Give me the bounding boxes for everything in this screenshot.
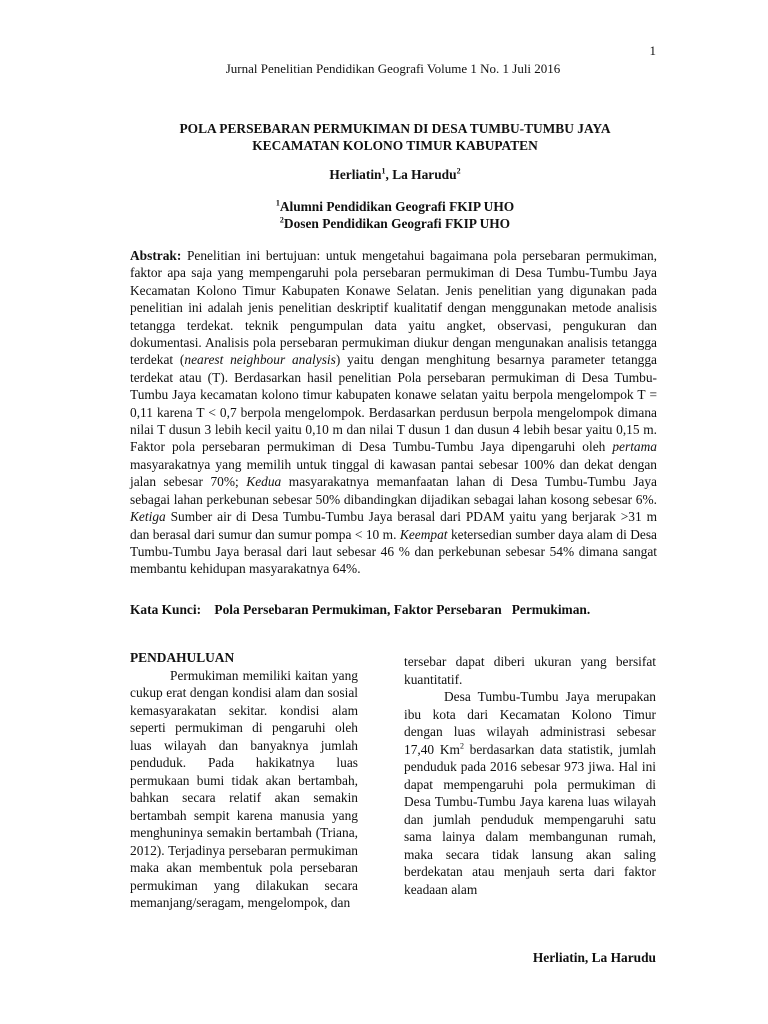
footer-authors: Herliatin, La Harudu	[532, 950, 656, 965]
intro-paragraph-2-text-b: berdasarkan data statistik, jumlah penduduk pada 2016 sebesar 973 jiwa. Hal ini dapat mempengaruhi pola permukiman di Desa Tumbu-Tumbu Jaya karena luas wilayah dan jumlah penduduk mempengaruhi satu sama lainya dalam membangunan rumah, maka secara tidak lansung akan saling berdekatan atau menjauh serta dari faktor keadaan alam	[404, 741, 656, 897]
author-2: La Harudu	[392, 167, 457, 182]
affiliations	[100, 198, 690, 232]
intro-paragraph-1: Permukiman memiliki kaitan yang cukup erat dengan kondisi alam dan sosial kemasyarakatan sekitar. kondisi alam seperti permukiman di pengaruhi oleh luas wilayah dan banyaknya jumlah penduduk. Pada hakikatnya luas permukaan bumi tidak akan bertambah, bahkan secara relatif akan semakin bertambah sempit karena manusia yang menghuninya semakin bertambah (Triana, 2012). Terjadinya persebaran permukiman maka akan membentuk pola persebaran permukiman yang dilakukan secara memanjang/seragam, mengelompok, dan	[130, 667, 358, 910]
page-number: 1	[649, 43, 656, 58]
affiliation-1-marker: 1	[275, 198, 280, 208]
abstract-text-4: masyarakatnya memanfaatan lahan di Desa Tumbu-Tumbu Jaya sebagai lahan perkebunan sebesar 50% dibandingkan dijadikan sebagai lahan kosong sebesar 6%.	[130, 474, 658, 507]
author-2-marker: 2	[456, 166, 461, 176]
intro-paragraph-continued: tersebar dapat diberi ukuran yang bersifat kuantitatif.	[404, 654, 656, 687]
abstract-text-5: Sumber air di Desa Tumbu-Tumbu Jaya berasal dari PDAM yaitu yang berjarak >31 m dan berasal dari sumur dan sumur pompa < 10 m.	[130, 509, 657, 542]
affiliation-1-text: Alumni Pendidikan Geografi FKIP UHO	[279, 199, 515, 214]
abstract-emph-2: Kedua	[246, 474, 282, 490]
area-unit-superscript: 2	[459, 741, 464, 751]
abstract-emph-3: Ketiga	[130, 509, 166, 525]
title-line-1: POLA PERSEBARAN PERMUKIMAN DI DESA TUMBU-TUMBU JAYA	[179, 121, 611, 136]
paper-title	[100, 120, 690, 154]
abstract-text-2: ) yaitu dengan menghitung besarnya parameter tetangga terdekat atau (T). Berdasarkan hasil penelitian Pola persebaran permukiman di Desa Tumbu-Tumbu Jaya kecamatan kolono timur kabupaten konawe selatan yaitu berpola mengelompok T = 0,11 karena T < 0,7 berpola mengelompok. Berdasarkan perdusun berpola mengelompok dimana nilai T dusun 3 lebih kecil yaitu 0,10 m dan nilai T dusun 1 dan dusun 4 lebih besar yaitu 0,15 m. Faktor pola persebaran permukiman di Desa Tumbu-Tumbu Jaya dipengaruhi oleh	[130, 352, 657, 455]
affiliation-2	[100, 215, 690, 232]
author-list	[100, 167, 690, 183]
section-heading: PENDAHULUAN	[130, 650, 235, 665]
abstract-label: Abstrak:	[130, 248, 182, 263]
abstract-emph-4: Keempat	[399, 526, 448, 542]
abstract-text-6: ketersedian sumber daya alam di Desa Tumbu-Tumbu Jaya berasal dari laut sebesar 46 % dan perkebunan sebesar 54% dimana sangat membantu kehidupan masyarakatnya 64%.	[130, 526, 657, 577]
affiliation-1	[100, 198, 690, 215]
abstract-term: nearest neighbour analysis	[184, 352, 336, 368]
intro-paragraph-2	[404, 688, 656, 898]
author-1-marker: 1	[381, 166, 386, 176]
author-separator: ,	[385, 167, 393, 182]
intro-left-column	[130, 649, 358, 912]
author-1: Herliatin	[329, 167, 382, 182]
affiliation-2-text: Dosen Pendidikan Geografi FKIP UHO	[283, 216, 511, 231]
keywords: Kata Kunci: Pola Persebaran Permukiman, Faktor Persebaran Permukiman.	[130, 602, 591, 617]
intro-right-column	[404, 653, 656, 898]
journal-header: Jurnal Penelitian Pendidikan Geografi Volume 1 No. 1 Juli 2016	[225, 61, 561, 76]
abstract-text-1: Penelitian ini bertujuan: untuk mengetahui bagaimana pola persebaran permukiman, faktor apa saja yang mempengaruhi pola persebaran permukiman di Desa Tumbu-Tumbu Jaya Kecamatan Kolono Timur Kabupaten Konawe Selatan. Jenis penelitian yang digunakan pada penelitian ini adalah jenis penelitian deskriptif kualitatif dengan menggunakan metode analisis tetangga terdekat. teknik pengumpulan data yaitu angket, observasi, pengukuran dan dokumentasi. Analisis pola persebaran permukiman diukur dengan mengunakan analisis tetangga terdekat (	[130, 248, 657, 368]
abstract	[130, 247, 657, 578]
abstract-text-3: masyarakatnya yang memilih untuk tinggal di kawasan pantai sebesar 100% dan dekat dengan jalan sebesar 70%;	[130, 456, 657, 490]
title-line-2: KECAMATAN KOLONO TIMUR KABUPATEN	[252, 138, 538, 153]
affiliation-2-marker: 2	[279, 215, 284, 225]
abstract-emph-1: pertama	[612, 439, 657, 455]
intro-paragraph-2-text-a: Desa Tumbu-Tumbu Jaya merupakan ibu kota dari Kecamatan Kolono Timur dengan luas wilayah administrasi sebesar 17,40 Km	[404, 689, 656, 757]
